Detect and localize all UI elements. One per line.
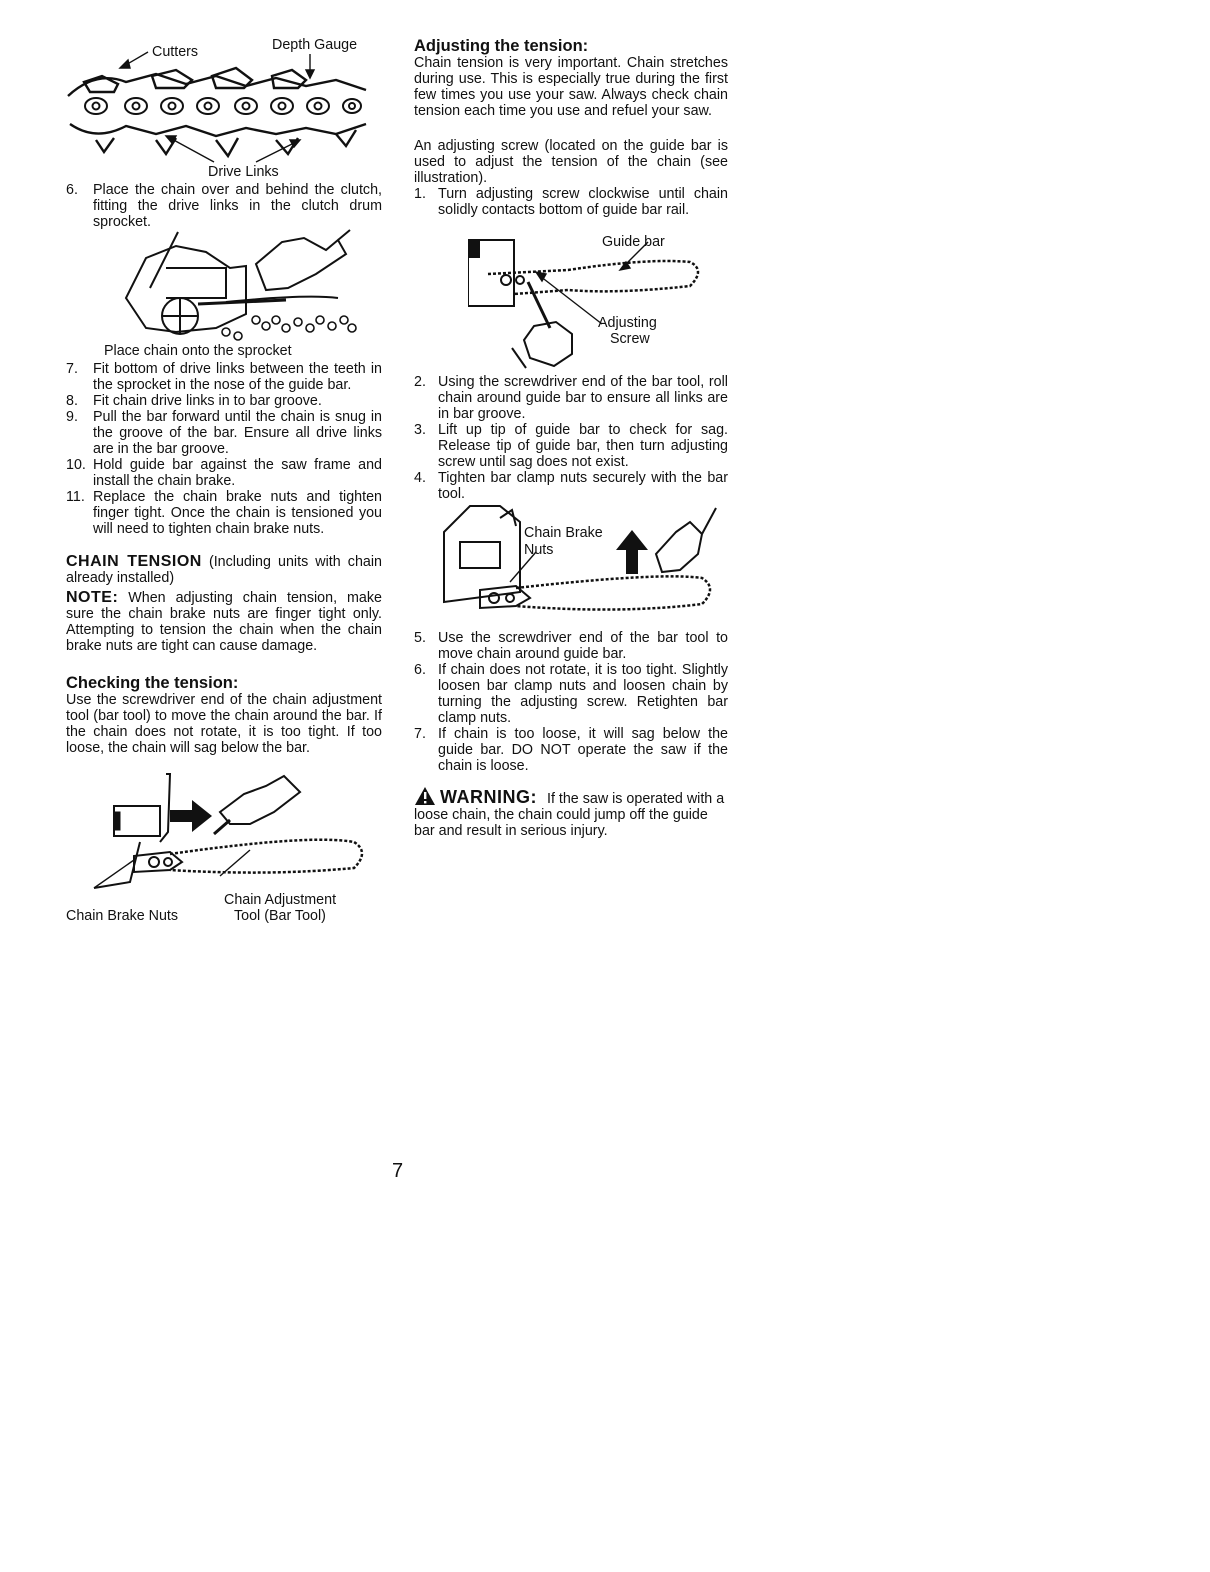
adjusting-screw-label-line2: Screw [610,331,650,347]
chain-tension-paragraph [66,554,382,586]
adjusting-screw-illustration [468,236,748,376]
fig3-tool-label-line2: Tool (Bar Tool) [234,908,326,924]
chain-brake-label-line2: Nuts [524,542,554,558]
warning-text: If the saw is operated with a loose chain, the chain could jump off the guide bar and result in serious injury. [414,791,725,839]
checking-text: Use the screwdriver end of the chain adjustment tool (bar tool) to move the chain around the bar. If the chain does not rotate, it is too tight. If too loose, the chain will sag below the bar. [66,692,382,756]
chain-brake-illustration [440,502,730,628]
adjust-steps-2-4 [414,374,728,502]
bar-tool-illustration [70,772,370,894]
cutters-label: Cutters [152,44,199,60]
note-label: NOTE: [66,589,119,606]
page-number: 7 [392,1160,404,1182]
depth-gauge-label: Depth Gauge [272,37,358,53]
step-9: 9. Pull the bar forward until the chain is snug in the groove of the bar. Ensure all drive links are in the bar groove. [66,409,382,457]
warning-triangle-icon [414,786,436,806]
step-8: 8. Fit chain drive links in to bar groove. [66,393,322,409]
chain-brake-label-line1: Chain Brake [524,525,603,541]
adjust-step-5: 5. Use the screwdriver end of the bar tool to move chain around guide bar. [414,630,728,662]
steps-7-11 [66,361,382,537]
adjust-step-2: 2. Using the screwdriver end of the bar tool, roll chain around guide bar to ensure all links are in bar groove. [414,374,728,422]
warning-label: WARNING: [439,787,537,807]
step-11: 11. Replace the chain brake nuts and tighten finger tight. Once the chain is tensioned you will need to tighten chain brake nuts. [66,489,382,537]
note-paragraph [66,590,382,654]
sprocket-illustration [106,228,366,344]
checking-heading: Checking the tension: [66,674,239,692]
chain-tension-heading: CHAIN TENSION [66,553,202,570]
drive-links-label: Drive Links [208,164,279,180]
guide-bar-label: Guide bar [602,234,665,250]
adjusting-intro-2: An adjusting screw (located on the guide bar is used to adjust the tension of the chain (see illustration). [414,138,728,186]
fig3-tool-label-line1: Chain Adjustment [224,892,337,908]
adjusting-heading: Adjusting the tension: [414,37,589,55]
step-7: 7. Fit bottom of drive links between the teeth in the sprocket in the nose of the guide bar. [66,361,382,393]
note-text: When adjusting chain tension, make sure the chain brake nuts are finger tight only. Attempting to tension the chain when the chain brake nuts are tight can cause damage. [66,590,382,654]
step-6: 6. Place the chain over and behind the clutch, fitting the drive links in the clutch drum sprocket. [66,182,382,230]
warning-paragraph [414,786,732,839]
up-arrow-icon [616,530,648,574]
saw-chain-illustration [66,30,382,164]
sprocket-caption: Place chain onto the sprocket [104,343,292,359]
adjust-steps-5-7 [414,630,728,774]
fig3-brake-nuts-label: Chain Brake Nuts [66,908,179,924]
adjust-step-4: 4. Tighten bar clamp nuts securely with the bar tool. [414,470,728,502]
saw-chain-figure [66,30,382,180]
push-arrow-icon [170,800,212,832]
adjust-step-1: 1. Turn adjusting screw clockwise until chain solidly contacts bottom of guide bar rail. [414,186,728,218]
adjust-step-7: 7. If chain is too loose, it will sag below the guide bar. DO NOT operate the saw if the chain is loose. [414,726,728,774]
chain-tension-text: (Including units with chain already installed) [66,554,382,586]
step-10: 10. Hold guide bar against the saw frame and install the chain brake. [66,457,382,489]
adjusting-intro-1: Chain tension is very important. Chain stretches during use. This is especially true during the first few times you use your saw. Always check chain tension each time you use and refuel your saw. [414,55,728,119]
adjust-step-3: 3. Lift up tip of guide bar to check for sag. Release tip of guide bar, then turn adjusting screw until sag does not exist. [414,422,728,470]
adjusting-screw-label-line1: Adjusting [598,315,657,331]
adjust-step-6: 6. If chain does not rotate, it is too tight. Slightly loosen bar clamp nuts and loosen chain by turning the adjusting screw. Retighten bar clamp nuts. [414,662,728,726]
